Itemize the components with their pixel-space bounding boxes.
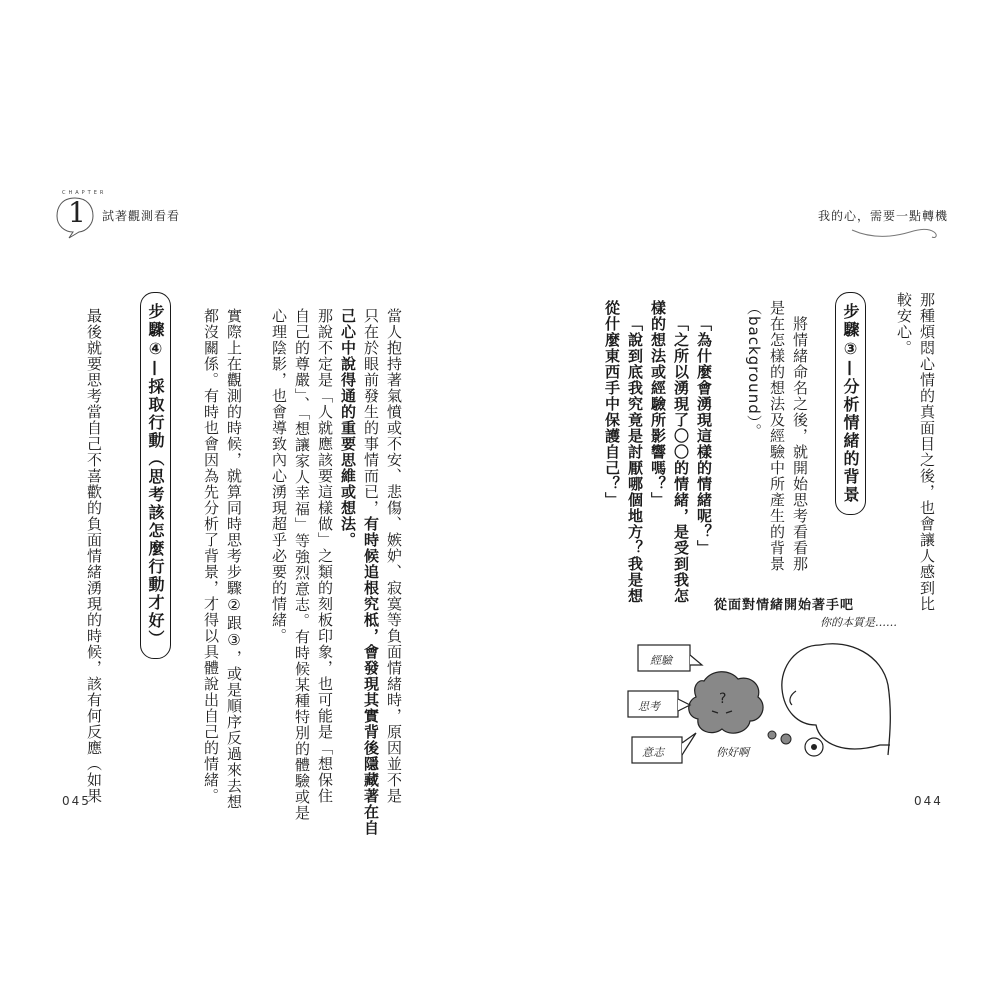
page-number: 044 [914,794,943,808]
paragraph-line: 實際上在觀測的時候，就算同時思考步驟②跟③，或是順序反過來去想 [225,308,243,810]
question-line: 樣的想法或經驗所影響嗎？」 [649,300,667,508]
running-header: 我的心，需要一點轉機 [818,209,949,223]
question-line: 「說到底我究竟是討厭哪個地方？我是想 [626,316,644,604]
step4-heading: 步驟④—採取行動（思考該怎麼行動才好） [140,292,171,659]
paragraph-line: 自己的尊嚴」、「想讓家人幸福」等強烈意志。有時候某種特別的體驗或是 [293,308,311,821]
paragraph-line: （background）。 [745,300,763,440]
chapter-label: CHAPTER [62,190,107,196]
figure-title: 從面對情緒開始著手吧 [714,598,855,613]
header-wave-decoration-icon [850,222,942,242]
bubble-label: 經驗 [650,654,672,667]
step3-heading: 步驟③—分析情緒的背景 [835,292,866,515]
figure-thought-text: 你的本質是…… [820,616,897,629]
paragraph-line: 將情緒命名之後，就開始思考看看那 [791,316,809,572]
page-number: 045 [62,794,91,808]
figure-caption: 你好啊 [716,746,749,759]
chapter-speech-bubble-icon [55,194,95,240]
question-line: 「為什麼會湧現這樣的情緒呢？」 [695,316,713,556]
question-line: 從什麼東西手中保護自己？」 [603,300,621,508]
paragraph-line: 是在怎樣的想法及經驗中所產生的背景 [768,300,786,572]
paragraph-line: 那種煩悶心情的真面目之後，也會讓人感到比 [918,292,936,612]
paragraph-line: 較安心。 [895,292,913,356]
question-line: 「之所以湧現了〇〇的情緒，是受到我怎 [672,316,690,604]
bubble-label: 思考 [638,700,660,713]
svg-text:?: ? [719,691,727,707]
paragraph-line: 只在於眼前發生的事情而已，有時候追根究柢，會發現其實背後隱藏著在自 [362,308,380,836]
paragraph-line: 最後就要思考當自己不喜歡的負面情緒湧現的時候，該有何反應（如果 [85,308,103,804]
bubble-label: 意志 [642,746,664,759]
paragraph-line-bold: 己心中說得通的重要思維或想法。 [339,308,357,548]
chapter-title: 試著觀測看看 [102,209,181,223]
paragraph-line: 當人抱持著氣憤或不安、悲傷、嫉妒、寂寞等負面情緒時，原因並不是 [385,308,403,804]
figure-illustration [620,625,900,785]
chapter-number: 1 [68,196,86,229]
paragraph-line: 都沒關係。有時也會因為先分析了背景，才得以具體說出自己的情緒。 [202,308,220,804]
paragraph-line: 那說不定是「人就應該要這樣做」之類的刻板印象，也可能是「想保住 [316,308,334,804]
paragraph-line: 心理陰影，也會導致內心湧現超乎必要的情緒。 [270,308,288,644]
